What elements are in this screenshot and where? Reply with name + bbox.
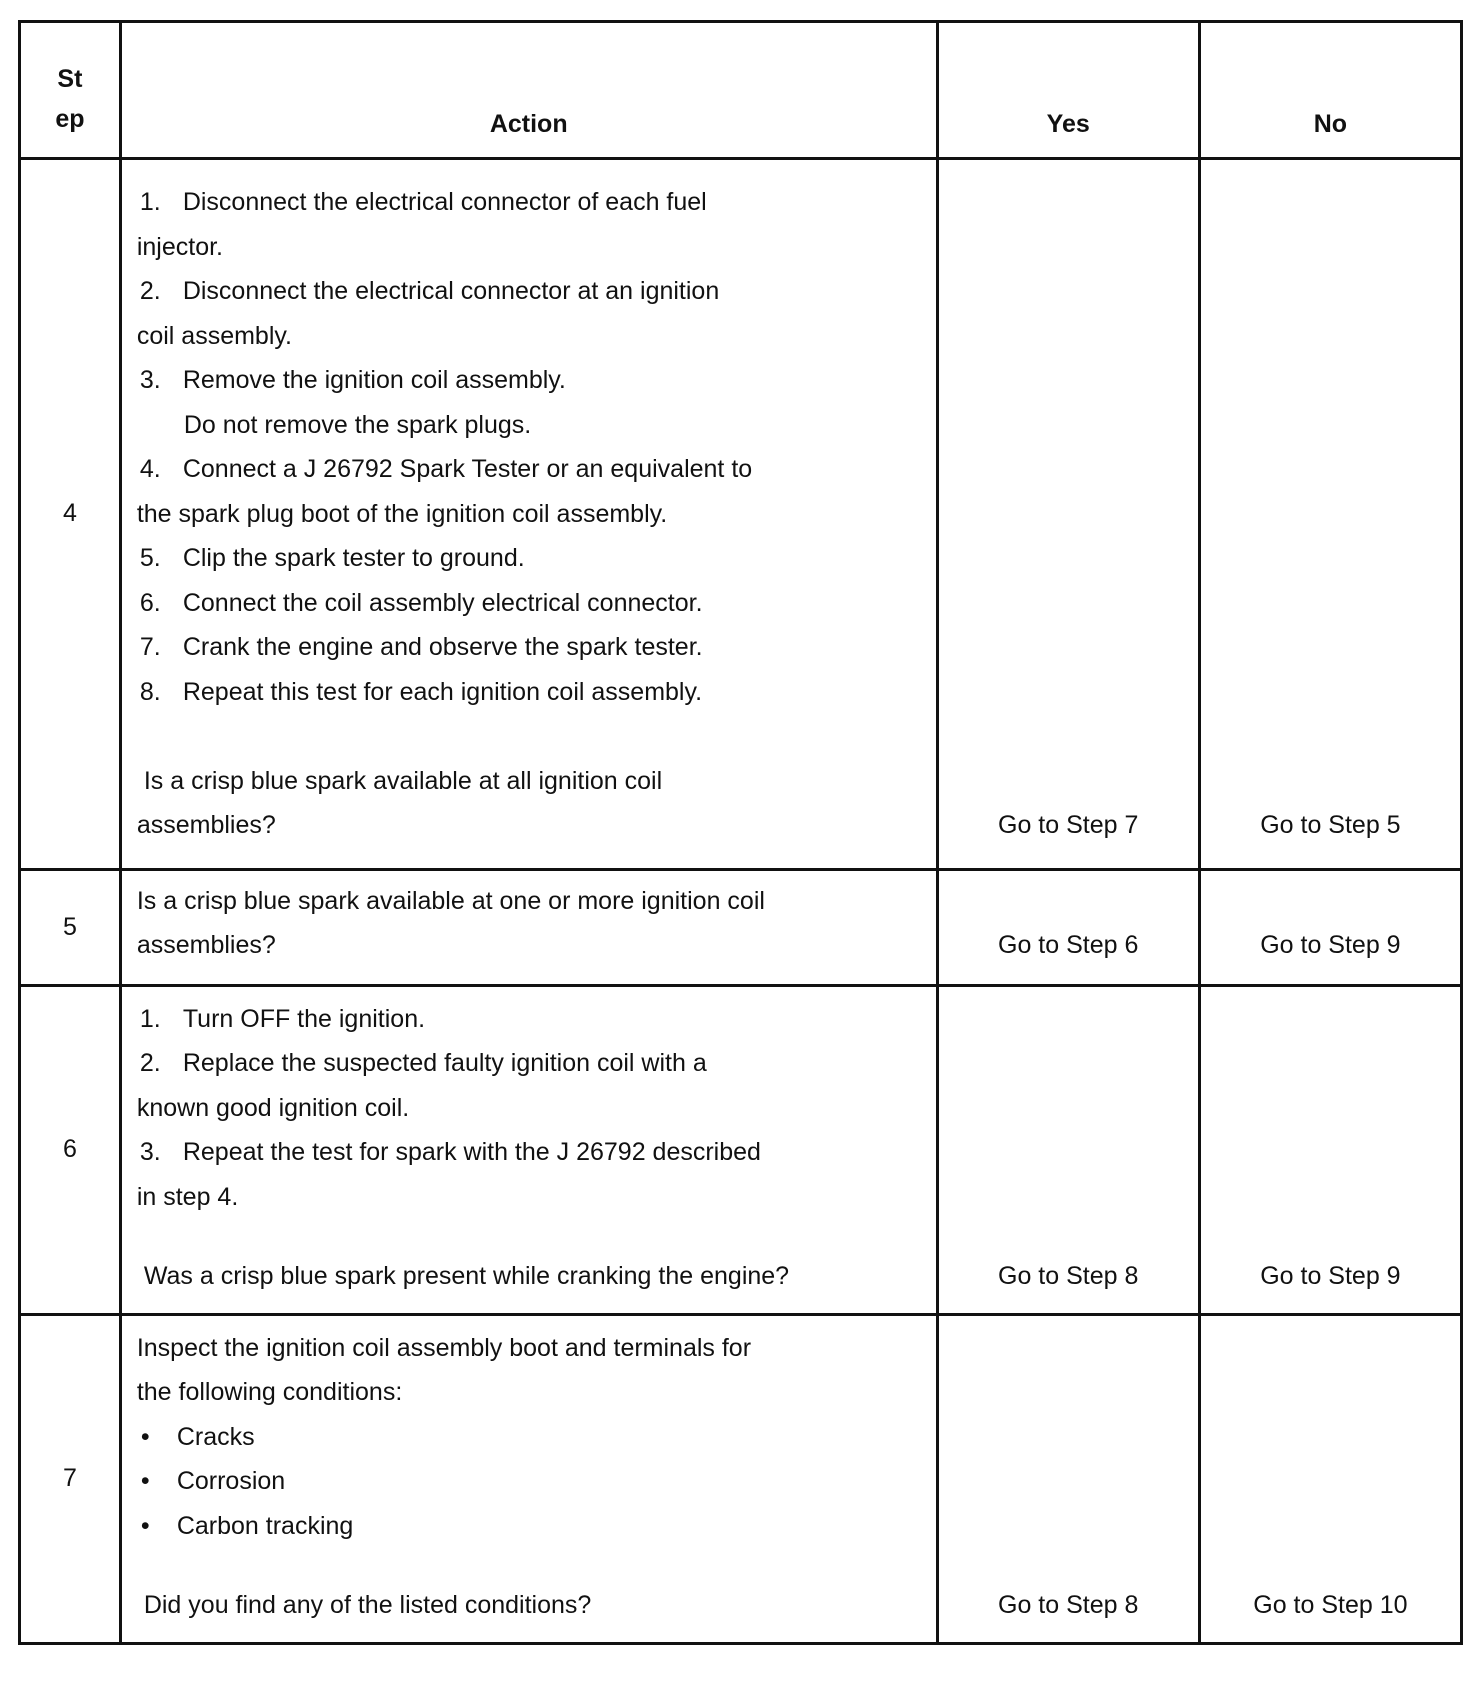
list-item: 5. Clip the spark tester to ground. <box>139 544 525 572</box>
bullet-item: • Cracks <box>140 1422 255 1451</box>
header-no: No <box>1199 22 1461 159</box>
list-item: 7. Crank the engine and observe the spark tester. <box>139 633 703 661</box>
list-item: 1. Turn OFF the ignition. <box>139 1004 426 1033</box>
no-result: Go to Step 5 <box>1199 159 1461 870</box>
action-cell <box>120 1314 937 1643</box>
list-item-cont: the spark plug boot of the ignition coil assembly. <box>136 499 668 528</box>
no-result: Go to Step 9 <box>1199 985 1461 1314</box>
step-number: 7 <box>20 1314 121 1643</box>
list-item-note: Do not remove the spark plugs. <box>183 410 532 439</box>
yes-result: Go to Step 8 <box>937 1314 1199 1643</box>
list-item-cont: injector. <box>136 232 223 261</box>
list-item-cont: coil assembly. <box>136 321 292 350</box>
step-number: 5 <box>20 869 121 985</box>
action-cell <box>120 159 937 870</box>
list-item: 8. Repeat this test for each ignition coil assembly. <box>139 677 703 706</box>
diagnostic-table <box>18 20 1463 1645</box>
list-item: 3. Repeat the test for spark with the J 26792 described <box>139 1138 761 1166</box>
yes-result: Go to Step 8 <box>937 985 1199 1314</box>
no-result: Go to Step 9 <box>1199 869 1461 985</box>
step-number: 6 <box>20 985 121 1314</box>
intro-text: Inspect the ignition coil assembly boot and terminals for <box>136 1333 752 1362</box>
list-item: 2. Replace the suspected faulty ignition coil with a <box>139 1049 707 1077</box>
header-yes: Yes <box>937 22 1199 159</box>
step-row-7 <box>20 1314 1462 1643</box>
intro-text-cont: the following conditions: <box>136 1378 403 1406</box>
question-text: Was a crisp blue spark present while cranking the engine? <box>143 1262 790 1290</box>
step-row-6 <box>20 985 1462 1314</box>
question-text: Is a crisp blue spark available at one or more ignition coil <box>136 886 765 915</box>
action-cell <box>120 869 937 985</box>
action-cell <box>120 985 937 1314</box>
yes-result: Go to Step 6 <box>937 869 1199 985</box>
bullet-item: • Corrosion <box>140 1467 286 1495</box>
yes-result: Go to Step 7 <box>937 159 1199 870</box>
list-item-cont: in step 4. <box>136 1182 239 1211</box>
list-item-cont: known good ignition coil. <box>136 1093 410 1122</box>
list-item: 3. Remove the ignition coil assembly. <box>139 366 566 394</box>
header-action: Action <box>120 22 937 159</box>
bullet-item: • Carbon tracking <box>140 1511 354 1540</box>
header-step <box>20 22 121 159</box>
question-text: Is a crisp blue spark available at all ignition coil <box>143 766 663 795</box>
question-text-cont: assemblies? <box>136 811 276 839</box>
header-step-line2: ep <box>55 105 85 133</box>
list-item: 6. Connect the coil assembly electrical connector. <box>139 588 703 617</box>
question-text-cont: assemblies? <box>136 931 276 959</box>
question-text: Did you find any of the listed conditions? <box>143 1591 592 1619</box>
step-number: 4 <box>20 159 121 870</box>
step-row-5 <box>20 869 1462 985</box>
no-result: Go to Step 10 <box>1199 1314 1461 1643</box>
header-row <box>20 22 1462 159</box>
step-row-4 <box>20 159 1462 870</box>
list-item: 1. Disconnect the electrical connector of each fuel <box>139 188 707 216</box>
header-step-line1: St <box>57 65 83 93</box>
list-item: 2. Disconnect the electrical connector at an ignition <box>139 277 720 305</box>
list-item: 4. Connect a J 26792 Spark Tester or an equivalent to <box>139 455 753 483</box>
